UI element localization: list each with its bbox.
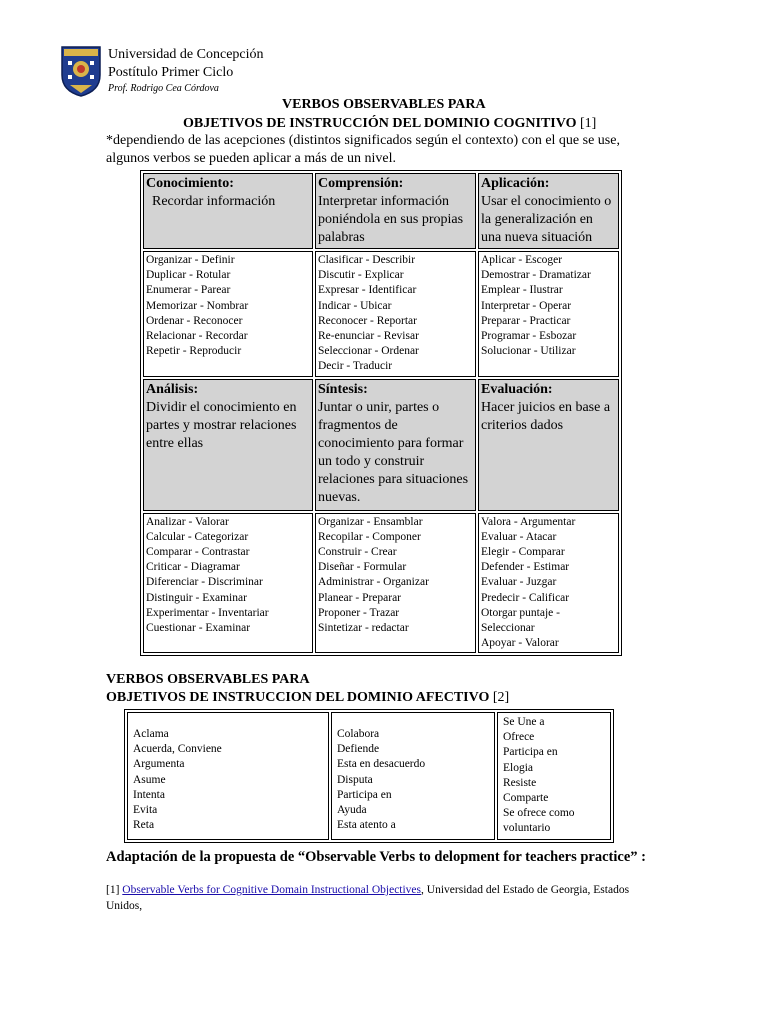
- verbs-cell-analisis: [143, 513, 313, 654]
- verb: Ofrece: [503, 731, 535, 744]
- cognitive-verbs-table: [140, 170, 622, 656]
- affective-title-line1: VERBOS OBSERVABLES PARA: [106, 672, 310, 687]
- verb-pair: Diseñar - Formular: [318, 561, 407, 574]
- verb: Se Une a: [503, 716, 545, 728]
- level-desc: Interpretar información poniéndola en sus propias palabras: [318, 194, 464, 245]
- verb: Esta en desacuerdo: [337, 758, 426, 771]
- professor-name: Prof. Rodrigo Cea Córdova: [108, 83, 219, 94]
- verb: Asume: [133, 773, 166, 786]
- level-desc: Juntar o unir, partes o fragmentos de conocimiento para formar un todo y construir relaciones para situaciones nuevas.: [318, 399, 469, 505]
- level-header-analisis: [143, 379, 313, 511]
- verbs-cell-aplicacion: [478, 251, 619, 377]
- verb-pair: Calcular - Categorizar: [146, 530, 249, 543]
- verbs-cell-comprension: [315, 251, 476, 377]
- verb-pair: Administrar - Organizar: [318, 576, 429, 589]
- verb-pair: Construir - Crear: [318, 546, 397, 559]
- reference-number: [1]: [106, 884, 120, 896]
- reference-line: [106, 882, 636, 914]
- verb: Intenta: [133, 788, 165, 801]
- verb: Participa en: [337, 788, 392, 801]
- verb-pair: Seleccionar: [481, 622, 535, 635]
- verb-pair: Emplear - Ilustrar: [481, 284, 563, 297]
- verb-pair: Evaluar - Atacar: [481, 530, 557, 543]
- verb-pair: Diferenciar - Discriminar: [146, 576, 263, 589]
- level-header-evaluacion: [478, 379, 619, 511]
- verb-pair: Programar - Esbozar: [481, 330, 577, 343]
- affective-title-line2: [106, 690, 509, 706]
- level-header-aplicacion: [478, 173, 619, 249]
- verb-pair: Discutir - Explicar: [318, 269, 404, 282]
- verb-pair: Reconocer - Reportar: [318, 314, 417, 327]
- program-name: Postítulo Primer Ciclo: [108, 65, 234, 80]
- verb-pair: Indicar - Ubicar: [318, 299, 392, 312]
- verb-pair: Demostrar - Dramatizar: [481, 269, 591, 282]
- cognitive-title-line2: [183, 116, 596, 132]
- reference-link[interactable]: Observable Verbs for Cognitive Domain Instructional Objectives: [122, 884, 422, 896]
- affective-column-1: [127, 712, 329, 840]
- verb: Argumenta: [133, 758, 185, 771]
- level-desc: Dividir el conocimiento en partes y mostrar relaciones entre ellas: [146, 399, 297, 451]
- verb-pair: Duplicar - Rotular: [146, 269, 231, 282]
- affective-verbs-table: [124, 709, 614, 843]
- verb: Evita: [133, 804, 158, 817]
- level-name: Comprensión:: [318, 176, 404, 191]
- verb-pair: Decir - Traducir: [318, 360, 393, 373]
- verb-pair: Sintetizar - redactar: [318, 622, 409, 635]
- verb-pair: Predecir - Calificar: [481, 591, 570, 604]
- verb-pair: Apoyar - Valorar: [481, 637, 559, 650]
- verb-pair: Criticar - Diagramar: [146, 561, 240, 574]
- cognitive-note: *dependiendo de las acepciones (distintos significados según el contexto) con el que se use, algunos verbos se pueden aplicar a más de un nivel.: [106, 133, 620, 166]
- verbs-cell-sintesis: [315, 513, 476, 654]
- level-desc: Usar el conocimiento o la generalización en una nueva situación: [481, 194, 612, 245]
- verb-pair: Analizar - Valorar: [146, 515, 229, 528]
- affective-column-3: [497, 712, 611, 840]
- verb-pair: Comparar - Contrastar: [146, 546, 250, 559]
- level-name: Conocimiento:: [146, 176, 234, 191]
- cognitive-title-text: OBJETIVOS DE INSTRUCCIÓN DEL DOMINIO COGNITIVO: [183, 116, 577, 131]
- verb-pair: Organizar - Ensamblar: [318, 515, 423, 528]
- verb-pair: Repetir - Reproducir: [146, 345, 242, 358]
- verb: Elogia: [503, 761, 534, 774]
- verb-pair: Aplicar - Escoger: [481, 254, 563, 266]
- affective-title-text: OBJETIVOS DE INSTRUCCION DEL DOMINIO AFECTIVO: [106, 690, 490, 705]
- university-name: Universidad de Concepción: [108, 47, 264, 62]
- verb-pair: Re-enunciar - Revisar: [318, 330, 419, 343]
- verb-pair: Ordenar - Reconocer: [146, 314, 243, 327]
- verb-pair: Expresar - Identificar: [318, 284, 417, 297]
- verb: Resiste: [503, 776, 537, 789]
- level-header-comprension: [315, 173, 476, 249]
- adaptation-heading: Adaptación de la propuesta de “Observable Verbs to delopment for teachers practice” :: [106, 849, 646, 865]
- university-crest-logo: [60, 45, 102, 97]
- verb-pair: Seleccionar - Ordenar: [318, 345, 419, 358]
- level-name: Análisis:: [146, 381, 199, 397]
- reference-rest: , Universidad del Estado de Georgia, Estados Unidos,: [106, 884, 630, 912]
- verb-pair: Relacionar - Recordar: [146, 330, 248, 343]
- verb-pair: Planear - Preparar: [318, 591, 402, 604]
- verb-pair: Organizar - Definir: [146, 254, 235, 266]
- verb-pair: Recopilar - Componer: [318, 530, 421, 543]
- verb: Disputa: [337, 773, 373, 786]
- verbs-cell-conocimiento: [143, 251, 313, 377]
- level-desc: Hacer juicios en base a criterios dados: [481, 399, 611, 433]
- verb-pair: Clasificar - Describir: [318, 254, 416, 266]
- verb: Aclama: [133, 728, 169, 740]
- verb: Comparte: [503, 792, 549, 805]
- verb: Ayuda: [337, 804, 367, 817]
- verb: Reta: [133, 819, 155, 832]
- verb-pair: Cuestionar - Examinar: [146, 622, 251, 635]
- affective-column-2: [331, 712, 495, 840]
- verb-pair: Proponer - Trazar: [318, 606, 400, 619]
- verb: Participa en: [503, 746, 558, 759]
- verb: Colabora: [337, 728, 380, 740]
- verb-pair: Otorgar puntaje -: [481, 606, 560, 619]
- verb-pair: Distinguir - Examinar: [146, 591, 247, 604]
- level-header-sintesis: [315, 379, 476, 511]
- level-name: Síntesis:: [318, 381, 368, 397]
- cognitive-ref: [1]: [579, 116, 597, 131]
- affective-ref: [2]: [492, 690, 510, 705]
- level-header-conocimiento: [143, 173, 313, 249]
- verb-pair: Preparar - Practicar: [481, 314, 571, 327]
- level-desc: Recordar información: [152, 194, 276, 209]
- verb: Defiende: [337, 743, 380, 756]
- cognitive-title-line1: VERBOS OBSERVABLES PARA: [282, 97, 486, 112]
- verb-pair: Experimentar - Inventariar: [146, 606, 269, 619]
- verb-pair: Memorizar - Nombrar: [146, 299, 249, 312]
- verb: Esta atento a: [337, 819, 396, 832]
- verb-pair: Enumerar - Parear: [146, 284, 231, 297]
- verb-pair: Elegir - Comparar: [481, 546, 565, 559]
- verb-pair: Interpretar - Operar: [481, 299, 572, 312]
- verb: Se ofrece como: [503, 807, 575, 820]
- verb-pair: Solucionar - Utilizar: [481, 345, 576, 358]
- verbs-cell-evaluacion: [478, 513, 619, 654]
- verb-pair: Evaluar - Juzgar: [481, 576, 557, 589]
- verb: voluntario: [503, 822, 551, 835]
- level-name: Aplicación:: [481, 176, 550, 191]
- verb-pair: Valora - Argumentar: [481, 515, 576, 528]
- level-name: Evaluación:: [481, 381, 553, 397]
- verb-pair: Defender - Estimar: [481, 561, 570, 574]
- verb: Acuerda, Conviene: [133, 743, 222, 756]
